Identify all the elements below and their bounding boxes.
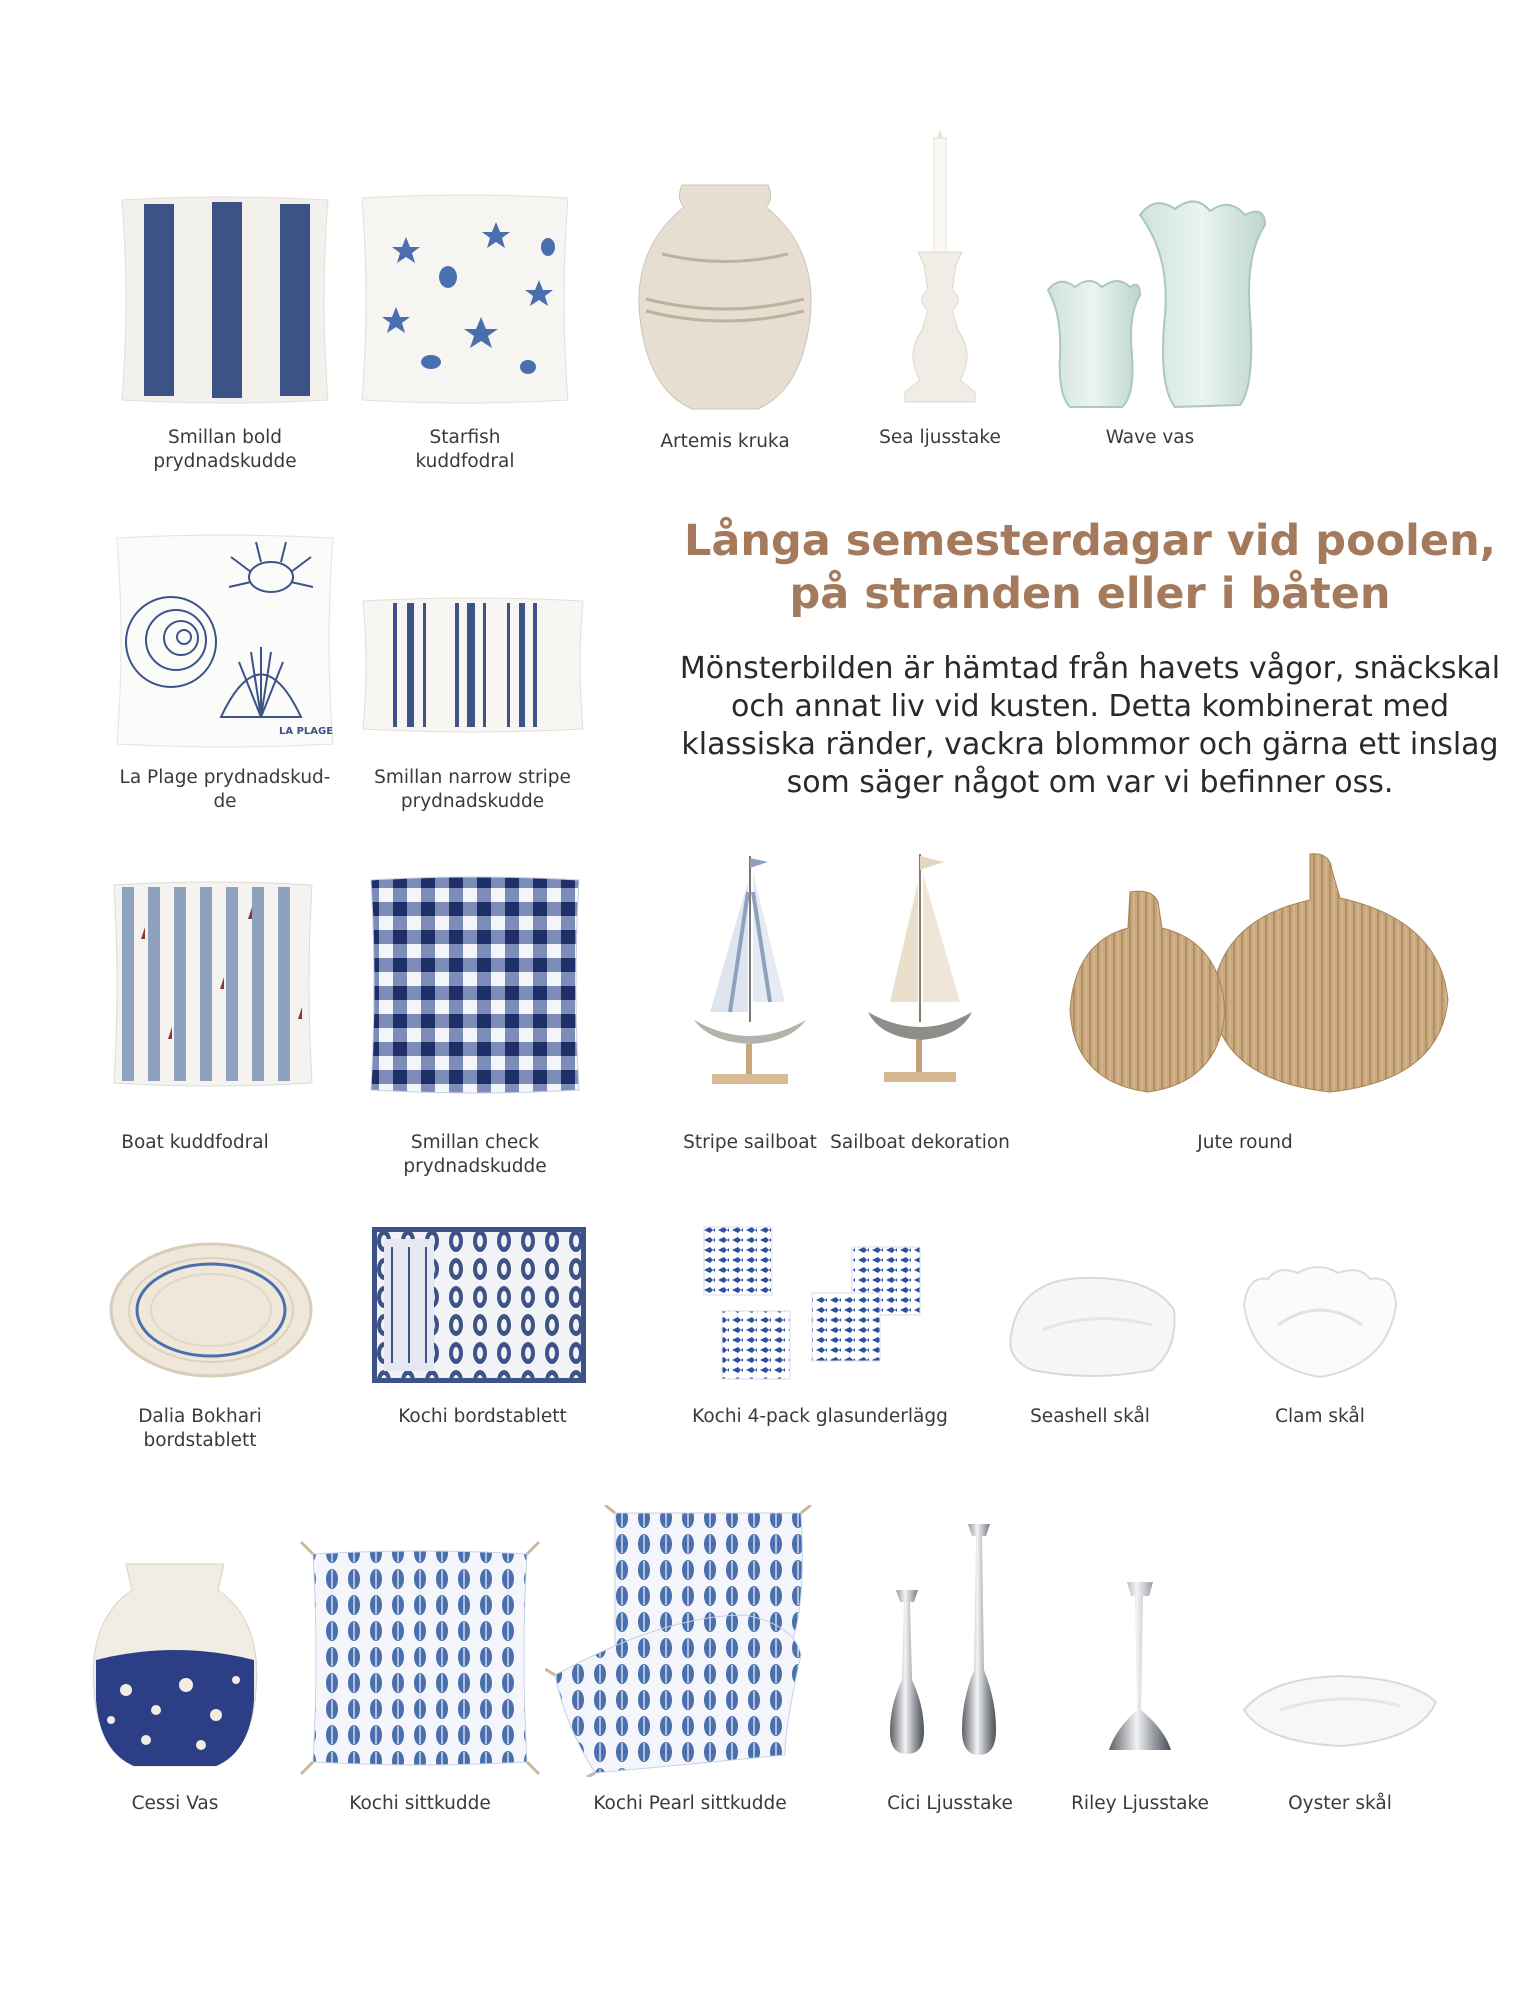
seat-cushion-icon bbox=[299, 1540, 541, 1776]
product-boat-kuddfodral[interactable] bbox=[100, 875, 320, 1155]
product-caption: Jute round bbox=[1197, 1132, 1293, 1153]
product-caption: Wave vas bbox=[1105, 427, 1195, 448]
product-caption: Smillan bold prydnadskudde bbox=[153, 427, 297, 472]
product-caption: Cessi Vas bbox=[131, 1793, 219, 1814]
product-caption: Kochi bordstablett bbox=[398, 1406, 567, 1427]
glass-vase-icon bbox=[1040, 195, 1300, 415]
product-caption: Cici Ljusstake bbox=[887, 1793, 1013, 1814]
product-clam-skal[interactable] bbox=[1230, 1265, 1410, 1455]
placemat-icon bbox=[372, 1227, 586, 1383]
product-caption: Smillan narrow stripe prydnadskudde bbox=[374, 767, 571, 812]
silver-candlestick-icon bbox=[890, 1520, 1010, 1770]
product-caption: Kochi Pearl sittkudde bbox=[593, 1793, 787, 1814]
product-kochi-sittkudde[interactable] bbox=[295, 1540, 545, 1820]
product-kochi-pearl[interactable] bbox=[545, 1505, 835, 1820]
product-cessi-vas[interactable] bbox=[80, 1560, 270, 1820]
product-seashell-skal[interactable] bbox=[1000, 1270, 1180, 1455]
headline: Långa semesterdagar vid poolen, på stranden eller i båten bbox=[683, 516, 1497, 619]
product-la-plage[interactable] bbox=[105, 530, 345, 820]
product-caption: Dalia Bokhari bordstablett bbox=[138, 1406, 262, 1451]
product-caption: Smillan check prydnadskudde bbox=[403, 1132, 547, 1177]
product-cici-ljusstake[interactable] bbox=[870, 1520, 1030, 1820]
product-sailboat-dekoration[interactable] bbox=[830, 850, 1010, 1160]
product-starfish[interactable] bbox=[350, 190, 580, 480]
product-dalia-bokhari[interactable] bbox=[100, 1240, 300, 1455]
seat-pad-icon bbox=[545, 1505, 835, 1777]
product-caption: Starfish kuddfodral bbox=[415, 427, 515, 472]
la-plage-print: LA PLAGE bbox=[279, 726, 334, 737]
product-riley-ljusstake[interactable] bbox=[1060, 1580, 1220, 1820]
product-smillan-check[interactable] bbox=[355, 870, 595, 1177]
shell-cushion-icon bbox=[111, 532, 339, 750]
boat-cushion-icon bbox=[108, 879, 318, 1089]
product-sea-ljusstake[interactable] bbox=[860, 130, 1020, 460]
product-smillan-narrow[interactable] bbox=[355, 595, 590, 825]
product-jute-round[interactable] bbox=[1040, 850, 1450, 1160]
product-caption: Clam skål bbox=[1275, 1406, 1365, 1427]
pot-icon bbox=[632, 179, 818, 415]
jute-basket-icon bbox=[1040, 850, 1450, 1095]
product-wave-vas[interactable] bbox=[1040, 195, 1300, 465]
candlestick-icon bbox=[890, 130, 990, 405]
product-caption: Oyster skål bbox=[1288, 1793, 1392, 1814]
intro-text: Mönsterbilden är hämtad från havets vågor, snäckskal och annat liv vid kusten. Detta kombinerat med klassiska ränder, vackra blommor och gärna ett inslag som säger något om var vi befinner oss. bbox=[679, 651, 1501, 800]
product-caption: Kochi sittkudde bbox=[349, 1793, 491, 1814]
product-caption: Boat kuddfodral bbox=[121, 1132, 269, 1153]
shell-bowl-icon bbox=[1002, 1270, 1180, 1380]
product-caption: Riley Ljusstake bbox=[1071, 1793, 1209, 1814]
product-caption: Sailboat dekoration bbox=[830, 1132, 1010, 1153]
product-caption: La Plage prydnadskud- de bbox=[119, 767, 331, 812]
sailboat-icon bbox=[860, 852, 980, 1092]
product-stripe-sailboat[interactable] bbox=[680, 850, 820, 1160]
product-caption: Stripe sailboat bbox=[683, 1132, 817, 1153]
product-artemis[interactable] bbox=[620, 175, 830, 475]
oval-placemat-icon bbox=[108, 1240, 314, 1380]
silver-candlestick-icon bbox=[1105, 1580, 1175, 1756]
narrow-stripe-cushion-icon bbox=[357, 595, 589, 735]
product-caption: Seashell skål bbox=[1030, 1406, 1150, 1427]
product-smillan-bold[interactable] bbox=[110, 190, 340, 480]
product-caption: Sea ljusstake bbox=[879, 427, 1001, 448]
striped-cushion-icon bbox=[114, 194, 336, 406]
product-kochi-bordstablett[interactable] bbox=[370, 1225, 595, 1455]
product-caption: Artemis kruka bbox=[660, 431, 790, 452]
clam-bowl-icon bbox=[1238, 1265, 1402, 1383]
blue-vase-icon bbox=[86, 1560, 264, 1770]
product-caption: Kochi 4-pack glasunderlägg bbox=[692, 1406, 948, 1427]
oyster-bowl-icon bbox=[1240, 1670, 1440, 1750]
coaster-icon bbox=[702, 1225, 932, 1385]
starfish-cushion-icon bbox=[356, 192, 574, 406]
product-kochi-glasunderlagg[interactable] bbox=[690, 1225, 950, 1455]
sailboat-icon bbox=[690, 852, 810, 1092]
check-cushion-icon bbox=[365, 874, 585, 1096]
product-oyster-skal[interactable] bbox=[1240, 1670, 1440, 1820]
